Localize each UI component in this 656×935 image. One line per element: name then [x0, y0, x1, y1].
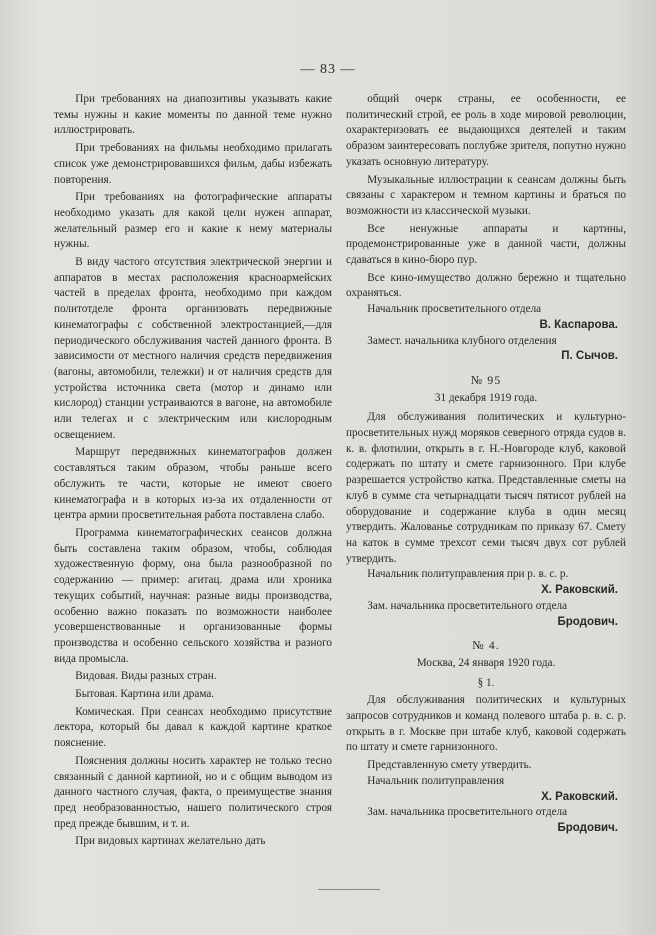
- signature-block: [346, 302, 626, 365]
- order-number: № 95: [470, 372, 502, 387]
- paragraph: общий очерк страны, ее особенности, ее политический строй, ее роль в ходе мировой революции, охарактеризовать ее выдающихся деятелей и таким образом заинтересовать поглубже зрителя, попутно нужно указать основную литературу.: [346, 93, 626, 168]
- signature-name: Х. Раковский.: [541, 584, 618, 597]
- signature-name: В. Каспарова.: [539, 318, 618, 331]
- signature-name: П. Сычов.: [561, 350, 618, 363]
- signature-block: [346, 567, 626, 630]
- paragraph: Бытовая. Картина или драма.: [75, 688, 215, 701]
- signature-name: Х. Раковский.: [541, 790, 618, 803]
- paragraph: Все кино-имущество должно бережно и тщательно охраняться.: [346, 271, 626, 300]
- signature-role: Начальник просветительного отдела: [367, 303, 542, 316]
- right-column: [346, 92, 626, 837]
- order-text: Для обслуживания политических и культурных запросов сотрудников и команд полевого штаба р. в. с. р. открыть в г. Москве при штабе клуб, каковой содержать по штату и смете гарнизонного.: [346, 694, 626, 754]
- paragraph: Пояснения должны носить характер не только тесно связанный с данной картиной, но и с общим выводом из данного частного случая, факта, о преимуществе знания пред необразованностью, нашего политического строя пред прежде бывшим, и т. и.: [54, 754, 332, 830]
- paragraph: Видовая. Виды разных стран.: [75, 670, 217, 683]
- paragraph: В виду частого отсутствия электрической энергии и аппаратов в местах расположения красноармейских частей в пределах фронта, необходимо при каждом политотделе фронта организовать передвижные кинематографы с собственной электростанцией,—для периодического обслуживания частей данного фронта. В зависимости от местного наличия средств передвижения (вагоны, автомобили, тележки) и от наличия средств для устройства источника света (мотор и динамо или кислород) станции устраиваются в вагоне, на автомобиле или телегах и с электрическим или кислородным освещением.: [54, 256, 332, 441]
- signature-block: [346, 774, 626, 837]
- paragraph: При требованиях на фотографические аппараты необходимо указать для какой цели нужен аппарат, желательный размер его и какие к нему материалы нужны.: [54, 191, 332, 251]
- paragraph: Программа кинематографических сеансов должна быть составлена таким образом, чтобы, соблюдая художественную форму, она была разнообразной по содержанию — пример: агитац. драма или хроника текущих событий, научная: разные виды производства, особенно важно показать по возможности наиболее усовершенствованные и организованные формы производства и особенно сельского хозяйства и разного вида промысла.: [54, 526, 332, 665]
- paragraph: Все ненужные аппараты и картины, продемонстрированные уже в данной части, должны сдаваться в кино-бюро пур.: [346, 222, 626, 267]
- left-column: [54, 92, 332, 850]
- page-number: — 83 —: [300, 62, 356, 77]
- paragraph: Комическая. При сеансах необходимо присутствие лектора, который бы давал к каждой картине краткое пояснение.: [54, 705, 332, 750]
- paragraph: При требованиях на диапозитивы указывать какие темы нужны и какие моменты по данной теме нужно иллюстрировать.: [54, 93, 332, 137]
- order-text: Представленную смету утвердить.: [367, 759, 532, 772]
- paragraph: Музыкальные иллюстрации к сеансам должны быть связаны с характером и темном картины и браться по возможности из классической музыки.: [346, 173, 626, 217]
- section-mark: § 1.: [477, 676, 495, 689]
- signature-role: Зам. начальника просветительного отдела: [367, 806, 568, 819]
- order-date: Москва, 24 января 1920 года.: [416, 656, 556, 669]
- signature-role: Зам. начальника просветительного отдела: [367, 599, 568, 612]
- signature-role: Начальник политуправления: [367, 774, 505, 787]
- signature-role: Начальник политуправления при р. в. с. р.: [367, 568, 569, 581]
- order-number: № 4.: [472, 638, 500, 653]
- paragraph: При видовых картинах желательно дать: [75, 835, 266, 848]
- signature-name: Бродович.: [557, 615, 618, 628]
- footer-divider: [318, 889, 380, 890]
- order-date: 31 декабря 1919 года.: [434, 391, 538, 404]
- paragraph: При требованиях на фильмы необходимо прилагать список уже демонстрировавшихся фильм, дабы избежать повторения.: [54, 142, 332, 186]
- order-text: Для обслуживания политических и культурно-просветительных нужд моряков северного отряда судов в. к. в. флотилии, открыть в г. Н.-Новгороде клуб, каковой содержать по штату и смете гарнизонного. При клубе разрешается устройство катка. Представленные сметы на клуб в сумме ста четырнадцати тысяч пятисот рублей на оборудование и содержание клуба в один месяц утвердить. Жалованье сотрудникам по приказу 67. Смету на каток в сумме трехсот семи тысяч двух сот рублей утвердить.: [346, 411, 626, 565]
- paragraph: Маршрут передвижных кинематографов должен составляться таким образом, чтобы раньше всего обслужить те части, которые не имеют своего кинематографа и в которых из-за их отдаленности от центра армии просветительная работа поставлена слабо.: [54, 446, 332, 522]
- signature-role: Замест. начальника клубного отделения: [367, 334, 557, 347]
- signature-name: Бродович.: [557, 821, 618, 834]
